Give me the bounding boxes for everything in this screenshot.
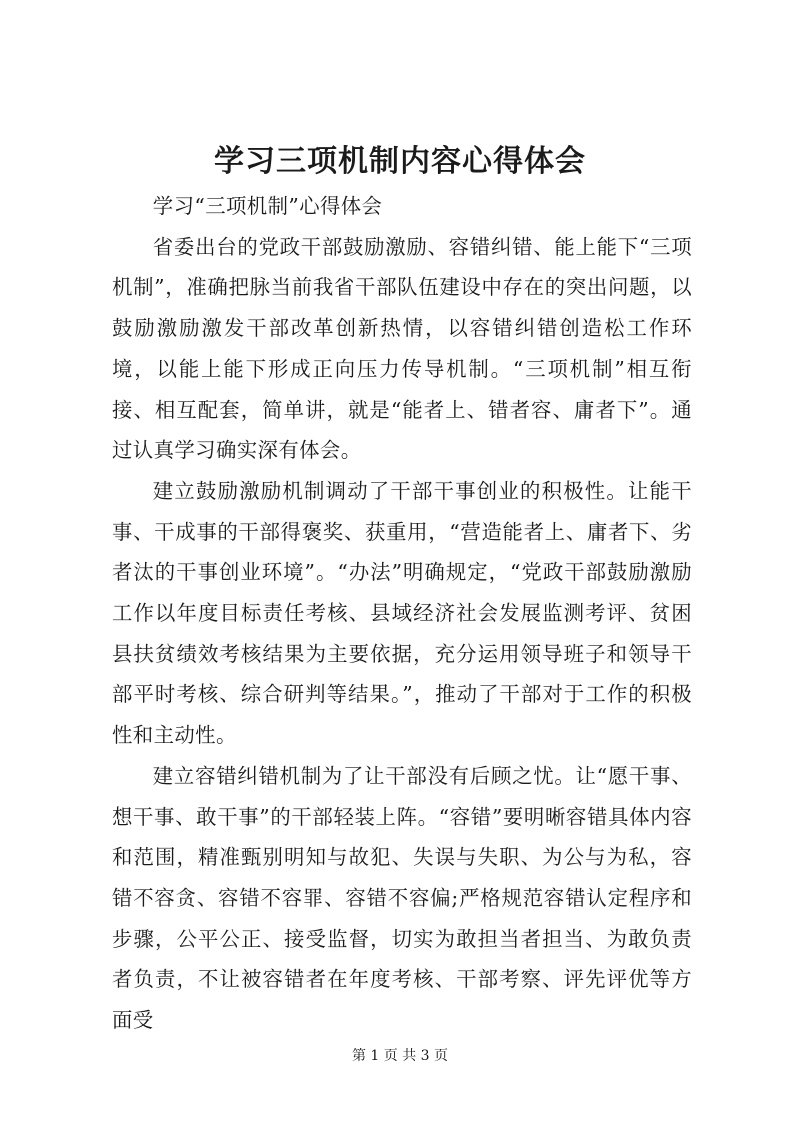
body-paragraph: 建立鼓励激励机制调动了干部干事创业的积极性。让能干事、干成事的干部得褒奖、获重用，“营造能者上、庸者下、劣者汰的干事创业环境”。“办法”明确规定，“党政干部鼓励激励工作以年度目标责任考核、县域经济社会发展监测考评、贫困县扶贫绩效考核结果为主要依据，充分运用领导班子和领导干部平时考核、综合研判等结果。”，推动了干部对于工作的积极性和主动性。 bbox=[112, 478, 692, 748]
body-paragraph: 省委出台的党政干部鼓励激励、容错纠错、能上能下“三项机制”，准确把脉当前我省干部队伍建设中存在的突出问题，以鼓励激励激发干部改革创新热情，以容错纠错创造松工作环境，以能上能下形成正向压力传导机制。“三项机制”相互衔接、相互配套，简单讲，就是“能者上、错者容、庸者下”。通过认真学习确实深有体会。 bbox=[112, 234, 692, 463]
page-footer: 第 1 页 共 3 页 bbox=[351, 1048, 449, 1064]
body-paragraph: 建立容错纠错机制为了让干部没有后顾之忧。让“愿干事、想干事、敢干事”的干部轻装上阵。“容错”要明晰容错具体内容和范围，精准甄别明知与故犯、失误与失职、为公与为私，容错不容贪、容错不容罪、容错不容偏;严格规范容错认定程序和步骤，公平公正、接受监督，切实为敢担当者担当、为敢负责者负责，不让被容错者在年度考核、干部考察、评先评优等方面受 bbox=[112, 763, 692, 1033]
document-body bbox=[112, 186, 692, 1041]
subtitle-paragraph: 学习“三项机制”心得体会 bbox=[152, 194, 383, 218]
document-title: 学习三项机制内容心得体会 bbox=[214, 144, 586, 179]
